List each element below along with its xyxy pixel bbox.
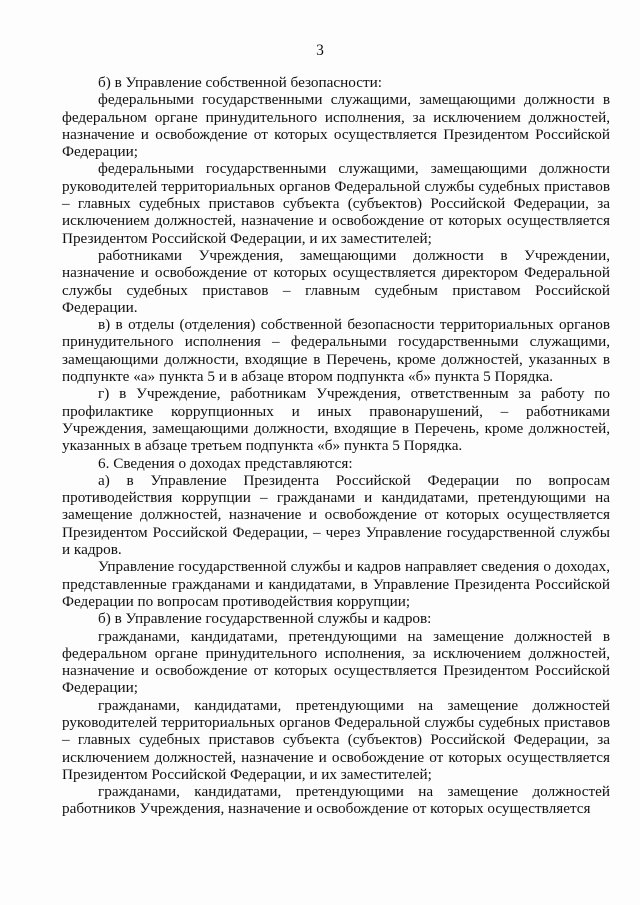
paragraph: б) в Управление государственной службы и кадров: xyxy=(98,610,432,628)
paragraph: а) в Управление Президента Российской Федерации по вопросам противодействия коррупции – гражданами и кандидатами, претендующими на замещение должностей, назначение и освобождение от которых осуществляется Президентом Российской Федерации, – через Управление государственной службы и кадров. xyxy=(62,471,610,559)
paragraph: гражданами, кандидатами, претендующими на замещение должностей в федеральном органе принудительного исполнения, за исключением должностей, назначение и освобождение от которых осуществляется Президентом Российской Федерации; xyxy=(62,627,610,697)
paragraph: федеральными государственными служащими, замещающими должности руководителей территориальных органов Федеральной службы судебных приставов – главных судебных приставов субъекта (субъектов) Российской Федерации, за исключением должностей, назначение и освобождение от которых осуществляется Президентом Российской Федерации, и их заместителей; xyxy=(62,160,610,247)
paragraph: 6. Сведения о доходах представляются: xyxy=(98,454,353,472)
paragraph: гражданами, кандидатами, претендующими на замещение должностей руководителей территориальных органов Федеральной службы судебных приставов – главных судебных приставов субъекта (субъектов) Российской Федерации, за исключением должностей, назначение и освобождение от которых осуществляется Президентом Российской Федерации, и их заместителей; xyxy=(62,696,610,783)
paragraph: в) в отделы (отделения) собственной безопасности территориальных органов принудительного исполнения – федеральными государственными служащими, замещающими должности, входящие в Перечень, кроме должностей, указанных в подпункте «а» пункта 5 и в абзаце втором подпункта «б» пункта 5 Порядка. xyxy=(62,316,610,386)
document-body xyxy=(62,74,610,818)
paragraph: федеральными государственными служащими, замещающими должности в федеральном органе принудительного исполнения, за исключением должностей, назначение и освобождение от которых осуществляется Президентом Российской Федерации; xyxy=(62,91,610,161)
paragraph: Управление государственной службы и кадров направляет сведения о доходах, представленные гражданами и кандидатами, в Управление Президента Российской Федерации по вопросам противодействия коррупции; xyxy=(62,558,610,610)
paragraph: г) в Учреждение, работникам Учреждения, ответственным за работу по профилактике коррупционных и иных правонарушений, – работниками Учреждения, замещающими должности, входящие в Перечень, кроме должностей, указанных в абзаце третьем подпункта «б» пункта 5 Порядка. xyxy=(62,385,610,455)
paragraph: работниками Учреждения, замещающими должности в Учреждении, назначение и освобождение от которых осуществляется директором Федеральной службы судебных приставов – главным судебным приставом Российской Федерации. xyxy=(62,246,610,316)
paragraph-continued: гражданами, кандидатами, претендующими на замещение должностей работников Учреждения, назначение и освобождение от которых осуществляется xyxy=(62,783,610,818)
page-number: 3 xyxy=(316,42,324,59)
paragraph: б) в Управление собственной безопасности: xyxy=(98,74,382,91)
